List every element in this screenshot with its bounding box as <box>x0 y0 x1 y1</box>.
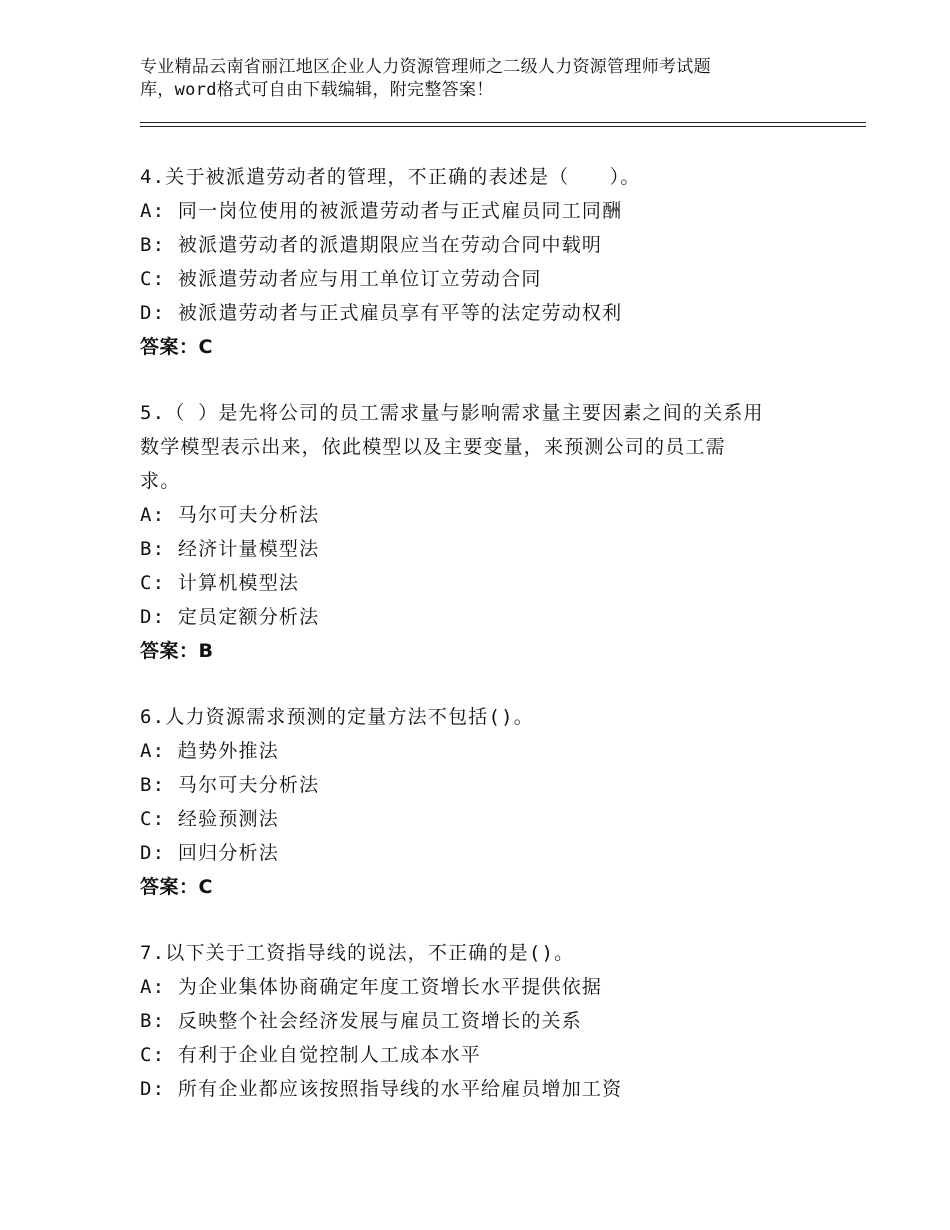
question-stem <box>140 396 830 498</box>
option-a: A: 为企业集体协商确定年度工资增长水平提供依据 <box>140 976 603 998</box>
question-stem-line: 求。 <box>140 470 181 492</box>
question-stem-line: 6.人力资源需求预测的定量方法不包括()。 <box>140 706 534 728</box>
question-7 <box>140 936 830 1106</box>
answer: 答案：B <box>140 640 214 662</box>
option-d: D: 所有企业都应该按照指导线的水平给雇员增加工资 <box>140 1078 623 1100</box>
header-title-line-2: 库，word格式可自由下载编辑，附完整答案！ <box>140 80 494 100</box>
header-title-line-1: 专业精品云南省丽江地区企业人力资源管理师之二级人力资源管理师考试题 <box>140 57 711 77</box>
option-c: C: 计算机模型法 <box>140 572 300 594</box>
option-d: D: 被派遣劳动者与正式雇员享有平等的法定劳动权利 <box>140 302 623 324</box>
question-6 <box>140 700 830 904</box>
question-list <box>140 160 830 1138</box>
option-b: B: 被派遣劳动者的派遣期限应当在劳动合同中载明 <box>140 234 603 256</box>
option-c: C: 有利于企业自觉控制人工成本水平 <box>140 1044 481 1066</box>
option-c: C: 被派遣劳动者应与用工单位订立劳动合同 <box>140 268 542 290</box>
question-stem-line: 数学模型表示出来，依此模型以及主要变量，来预测公司的员工需 <box>140 436 726 458</box>
question-stem <box>140 160 830 194</box>
option-c: C: 经验预测法 <box>140 808 279 830</box>
question-4 <box>140 160 830 364</box>
option-b: B: 反映整个社会经济发展与雇员工资增长的关系 <box>140 1010 582 1032</box>
page-header <box>140 56 840 102</box>
option-b: B: 马尔可夫分析法 <box>140 774 320 796</box>
option-a: A: 马尔可夫分析法 <box>140 504 320 526</box>
answer: 答案：C <box>140 876 213 898</box>
header-divider-top <box>140 122 866 123</box>
option-a: A: 趋势外推法 <box>140 740 279 762</box>
option-a: A: 同一岗位使用的被派遣劳动者与正式雇员同工同酬 <box>140 200 623 222</box>
header-divider-bottom <box>140 126 866 127</box>
question-stem-line: 5.（ ）是先将公司的员工需求量与影响需求量主要因素之间的关系用 <box>140 402 764 424</box>
answer: 答案：C <box>140 336 213 358</box>
question-stem-line: 4.关于被派遣劳动者的管理，不正确的表述是（ ）。 <box>140 166 641 188</box>
option-d: D: 回归分析法 <box>140 842 279 864</box>
option-b: B: 经济计量模型法 <box>140 538 320 560</box>
question-stem <box>140 700 830 734</box>
question-stem-line: 7.以下关于工资指导线的说法，不正确的是()。 <box>140 942 575 964</box>
question-5 <box>140 396 830 668</box>
option-d: D: 定员定额分析法 <box>140 606 320 628</box>
question-stem <box>140 936 830 970</box>
